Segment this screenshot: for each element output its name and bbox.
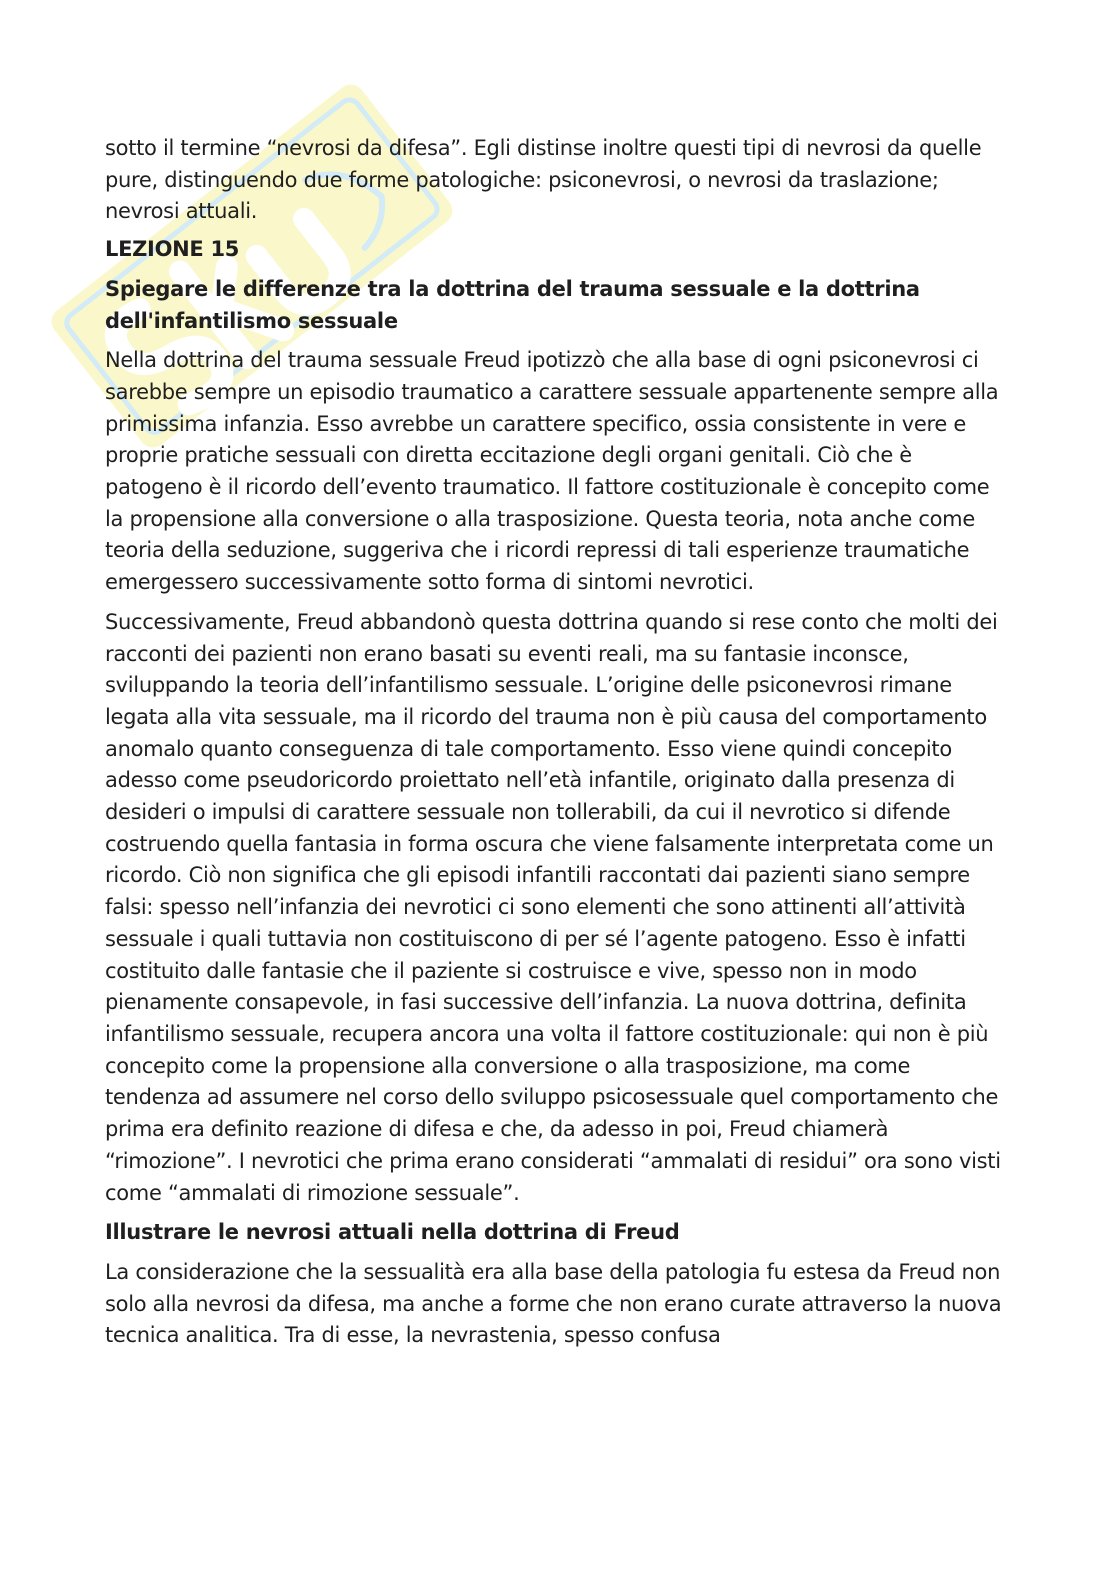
paragraph-actual-neuroses: La considerazione che la sessualità era alla base della patologia fu estesa da Freud non solo alla nevrosi da difesa, ma anche a forme che non erano curate attraverso la nuova tecnica analitica. Tra di esse, la nevrastenia, spesso confusa (105, 1259, 1002, 1348)
paragraph-infantilism-doctrine: Successivamente, Freud abbandonò questa dottrina quando si rese conto che molti dei racconti dei pazienti non erano basati su eventi reali, ma su fantasie inconsce, sviluppando la teoria dell’infantilismo sessuale. L’origine delle psiconevrosi rimane legata alla vita sessuale, ma il ricordo del trauma non è più causa del comportamento anomalo quanto conseguenza di tale comportamento. Esso viene quindi concepito adesso come pseudoricordo proiettato nell’età infantile, originato dalla presenza di desideri o impulsi di carattere sessuale non tollerabili, da cui il nevrotico si difende costruendo quella fantasia in forma oscura che viene falsamente interpretata come un ricordo. Ciò non significa che gli episodi infantili raccontati dai pazienti siano sempre falsi: spesso nell’infanzia dei nevrotici ci sono elementi che sono attinenti all’attività sessuale i quali tuttavia non costituiscono di per sé l’agente patogeno. Esso è infatti costituito dalle fantasie che il paziente si costruisce e vive, spesso non in modo pienamente consapevole, in fasi successive dell’infanzia. La nuova dottrina, definita infantilismo sessuale, recupera ancora una volta il fattore costituzionale: qui non è più concepito come la propensione alla conversione o alla trasposizione, ma come tendenza ad assumere nel corso dello sviluppo psicosessuale quel comportamento che prima era definito reazione di difesa e che, da adesso in poi, Freud chiamerà “rimozione”. I nevrotici che prima erano considerati “ammalati di residui” ora sono visti come “ammalati di rimozione sessuale”. (105, 609, 1001, 1205)
lesson-title: LEZIONE 15 (105, 237, 240, 262)
intro-paragraph: sotto il termine “nevrosi da difesa”. Egli distinse inoltre questi tipi di nevrosi da quelle pure, distinguendo due forme patologiche: psiconevrosi, o nevrosi da traslazione; nevrosi attuali. (105, 136, 982, 224)
paragraph-trauma-doctrine: Nella dottrina del trauma sessuale Freud ipotizzò che alla base di ogni psiconevrosi ci sarebbe sempre un episodio traumatico a carattere sessuale appartenente sempre alla primissima infanzia. Esso avrebbe un carattere specifico, ossia consistente in vere e proprie pratiche sessuali con diretta eccitazione degli organi genitali. Ciò che è patogeno è il ricordo dell’evento traumatico. Il fattore costituzionale è concepito come la propensione alla conversione o alla trasposizione. Questa teoria, nota anche come teoria della seduzione, suggeriva che i ricordi repressi di tali esperienze traumatiche emergessero successivamente sotto forma di sintomi nevrotici. (105, 348, 999, 595)
question-heading-1: Spiegare le differenze tra la dottrina del trauma sessuale e la dottrina dell'infantilismo sessuale (105, 276, 920, 333)
question-heading-2: Illustrare le nevrosi attuali nella dottrina di Freud (105, 1220, 680, 1245)
document-page (105, 133, 1005, 1360)
